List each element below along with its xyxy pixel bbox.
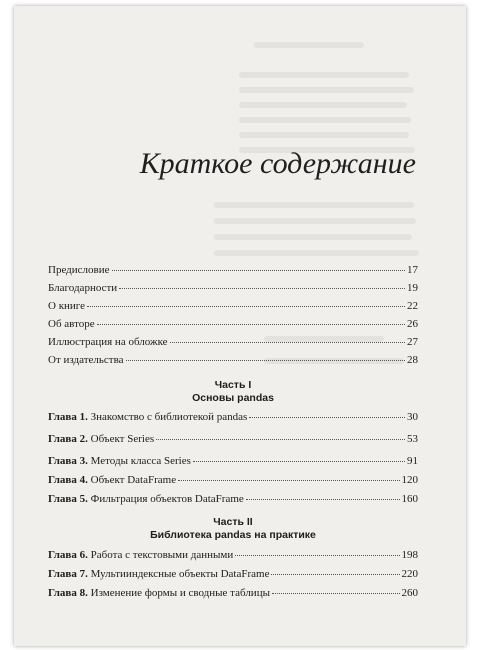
- toc-entry-page: 26: [407, 318, 418, 330]
- chapter-title: Объект DataFrame: [90, 474, 177, 486]
- toc-leader-dots: [112, 269, 406, 271]
- toc-entry-cover-illustration[interactable]: [48, 335, 418, 349]
- toc-chapter-2[interactable]: [48, 432, 418, 446]
- toc-entry-page: 30: [407, 411, 418, 423]
- chapter-number: Глава 7.: [48, 568, 88, 580]
- page-title: Краткое содержание: [139, 147, 416, 180]
- chapter-title: Работа с текстовыми данными: [90, 549, 234, 561]
- book-page: [14, 6, 466, 646]
- toc-entry-page: 53: [407, 433, 418, 445]
- chapter-title: Объект Series: [90, 433, 155, 445]
- chapter-title: Изменение формы и сводные таблицы: [90, 587, 270, 599]
- chapter-title: Фильтрация объектов DataFrame: [90, 493, 244, 505]
- toc-leader-dots: [271, 573, 399, 575]
- chapter-title: Методы класса Series: [90, 455, 191, 467]
- part-1-title: Основы pandas: [192, 392, 274, 404]
- chapter-number: Глава 3.: [48, 455, 88, 467]
- toc-leader-dots: [126, 359, 405, 361]
- chapter-number: Глава 4.: [48, 474, 88, 486]
- toc-entry-label: От издательства: [48, 354, 124, 366]
- toc-leader-dots: [246, 498, 400, 500]
- toc-chapter-1[interactable]: [48, 410, 418, 424]
- toc-entry-page: 28: [407, 354, 418, 366]
- toc-leader-dots: [156, 438, 405, 440]
- toc-leader-dots: [97, 323, 405, 325]
- chapter-number: Глава 2.: [48, 433, 88, 445]
- toc-chapter-8[interactable]: [48, 586, 418, 600]
- chapter-title: Знакомство с библиотекой pandas: [90, 411, 248, 423]
- toc-entry-acknowledgements[interactable]: [48, 281, 418, 295]
- toc-entry-label: Об авторе: [48, 318, 95, 330]
- toc-leader-dots: [249, 416, 405, 418]
- toc-leader-dots: [272, 592, 400, 594]
- toc-entry-page: 91: [407, 455, 418, 467]
- toc-entry-about-book[interactable]: [48, 299, 418, 313]
- chapter-number: Глава 8.: [48, 587, 88, 599]
- toc-entry-label: О книге: [48, 300, 86, 312]
- toc-entry-page: 22: [407, 300, 418, 312]
- toc-entry-from-publisher[interactable]: [48, 353, 418, 367]
- toc-chapter-5[interactable]: [48, 492, 418, 506]
- chapter-number: Глава 1.: [48, 411, 88, 423]
- toc-chapter-3[interactable]: [48, 454, 418, 468]
- toc-entry-page: 17: [407, 264, 418, 276]
- part-2-title: Библиотека pandas на практике: [150, 529, 316, 541]
- toc-leader-dots: [178, 479, 399, 481]
- toc-entry-page: 260: [401, 587, 418, 599]
- toc-chapter-7[interactable]: [48, 567, 418, 581]
- toc-entry-page: 120: [401, 474, 418, 486]
- toc-chapter-6[interactable]: [48, 548, 418, 562]
- toc-entry-page: 198: [401, 549, 418, 561]
- toc-entry-preface[interactable]: [48, 263, 418, 277]
- toc-entry-label: Благодарности: [48, 282, 118, 294]
- part-1-label: Часть I: [214, 379, 252, 391]
- chapter-number: Глава 6.: [48, 549, 88, 561]
- toc-entry-page: 27: [407, 336, 418, 348]
- toc-entry-about-author[interactable]: [48, 317, 418, 331]
- toc-entry-page: 220: [401, 568, 418, 580]
- toc-leader-dots: [87, 305, 405, 307]
- part-2-label: Часть II: [213, 516, 253, 528]
- toc-entry-label: Иллюстрация на обложке: [48, 336, 168, 348]
- toc-leader-dots: [170, 341, 405, 343]
- toc-entry-page: 160: [401, 493, 418, 505]
- toc-leader-dots: [119, 287, 405, 289]
- toc-chapter-4[interactable]: [48, 473, 418, 487]
- chapter-title: Мультииндексные объекты DataFrame: [90, 568, 270, 580]
- chapter-number: Глава 5.: [48, 493, 88, 505]
- toc-entry-label: Предисловие: [48, 264, 110, 276]
- toc-leader-dots: [193, 460, 405, 462]
- toc-entry-page: 19: [407, 282, 418, 294]
- toc-leader-dots: [235, 554, 399, 556]
